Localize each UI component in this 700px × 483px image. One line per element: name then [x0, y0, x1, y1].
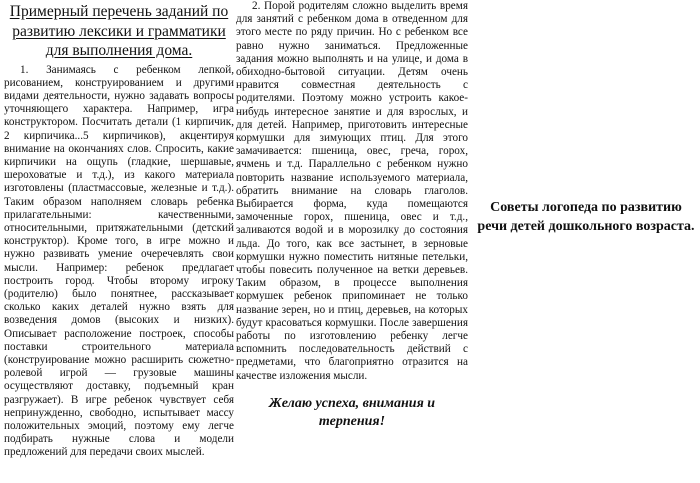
bird-feeder-paragraph: 2. Порой родителям сложно выделить время для занятий с ребенком дома в отведенном для этого месте по ряду причин. Но с ребенком все равно нужно заниматься. Предложенные задания можно выполнять и на улице, и дома в обиходно-бытовой ситуации. Детям очень нравится совместная деятельность с родителями. Поэтому можно устроить какое-нибудь интересное занятие и для взрослых, и для детей. Например, приготовить интересные кормушки для зимующих птиц. Для этого замачивается: пшеница, овес, греча, горох, ячмень и т.д. Параллельно с ребенком нужно повторить название используемого материала, обратить внимание на словарь глаголов. Выбирается форма, куда помещаются замоченные горох, пшеница, овес и т.д., заливаются водой и в морозилку до состояния льда. До того, как все застынет, в зерновые кормушки нужно поместить нитяные петельки, чтобы повесить полученное на ветки деревьев. Таким образом, в процессе выполнения кормушек ребенок припоминает не только название зерен, но и птиц, деревьев, на которых будут красоваться кормушки. После завершения работы по изготовлению ребенку легче вспомнить последовательность действий с предметами, что благоприятно отразится на качестве изложения мысли. — [236, 0, 468, 382]
speech-therapist-advice-title: Советы логопеда по развитию речи детей дошкольного возраста. — [477, 200, 695, 234]
tasks-title: Примерный перечень заданий по развитию лексики и грамматики для выполнения дома. — [9, 3, 229, 59]
middle-column — [236, 0, 468, 431]
construction-game-paragraph: 1. Занимаясь с ребенком лепкой, рисованием, конструированием и другими видами деятельности, нужно задавать вопросы уточняющего характера. Например, игра конструктором. Посчитать детали (1 кирпичик, 2 кирпичика...5 кирпичиков), акцентируя внимание на окончаниях слов. Спросить, какие кирпичики на ощупь (гладкие, шершавые, шероховатые и т.д.), из какого материала изготовлены (пластмассовые, железные и т.д.). Таким образом наполняем словарь ребенка прилагательными: качественными, относительными, притяжательными (детский конструктор). Кроме того, в игре можно и нужно развивать умение очеречевлять свои мысли. Например: ребенок предлагает построить город. Чтобы второму игроку (родителю) было понятнее, рассказывает сколько каких деталей нужно взять для возведения домов (высоких и низких). Описывает расположение построек, способы поставки строительного материала (конструирование можно расширить сюжетно-ролевой игрой — грузовые машины осуществляют доставку, подъемный кран разгружает). В игре ребенок чувствует себя непринужденно, свободно, испытывает массу положительных эмоций, поэтому ему легче подбирать нужные слова и модели предложений для передачи своих мыслей. — [4, 63, 234, 459]
left-column — [4, 0, 234, 460]
wish-text: Желаю успеха, внимания и терпения! — [268, 395, 436, 429]
